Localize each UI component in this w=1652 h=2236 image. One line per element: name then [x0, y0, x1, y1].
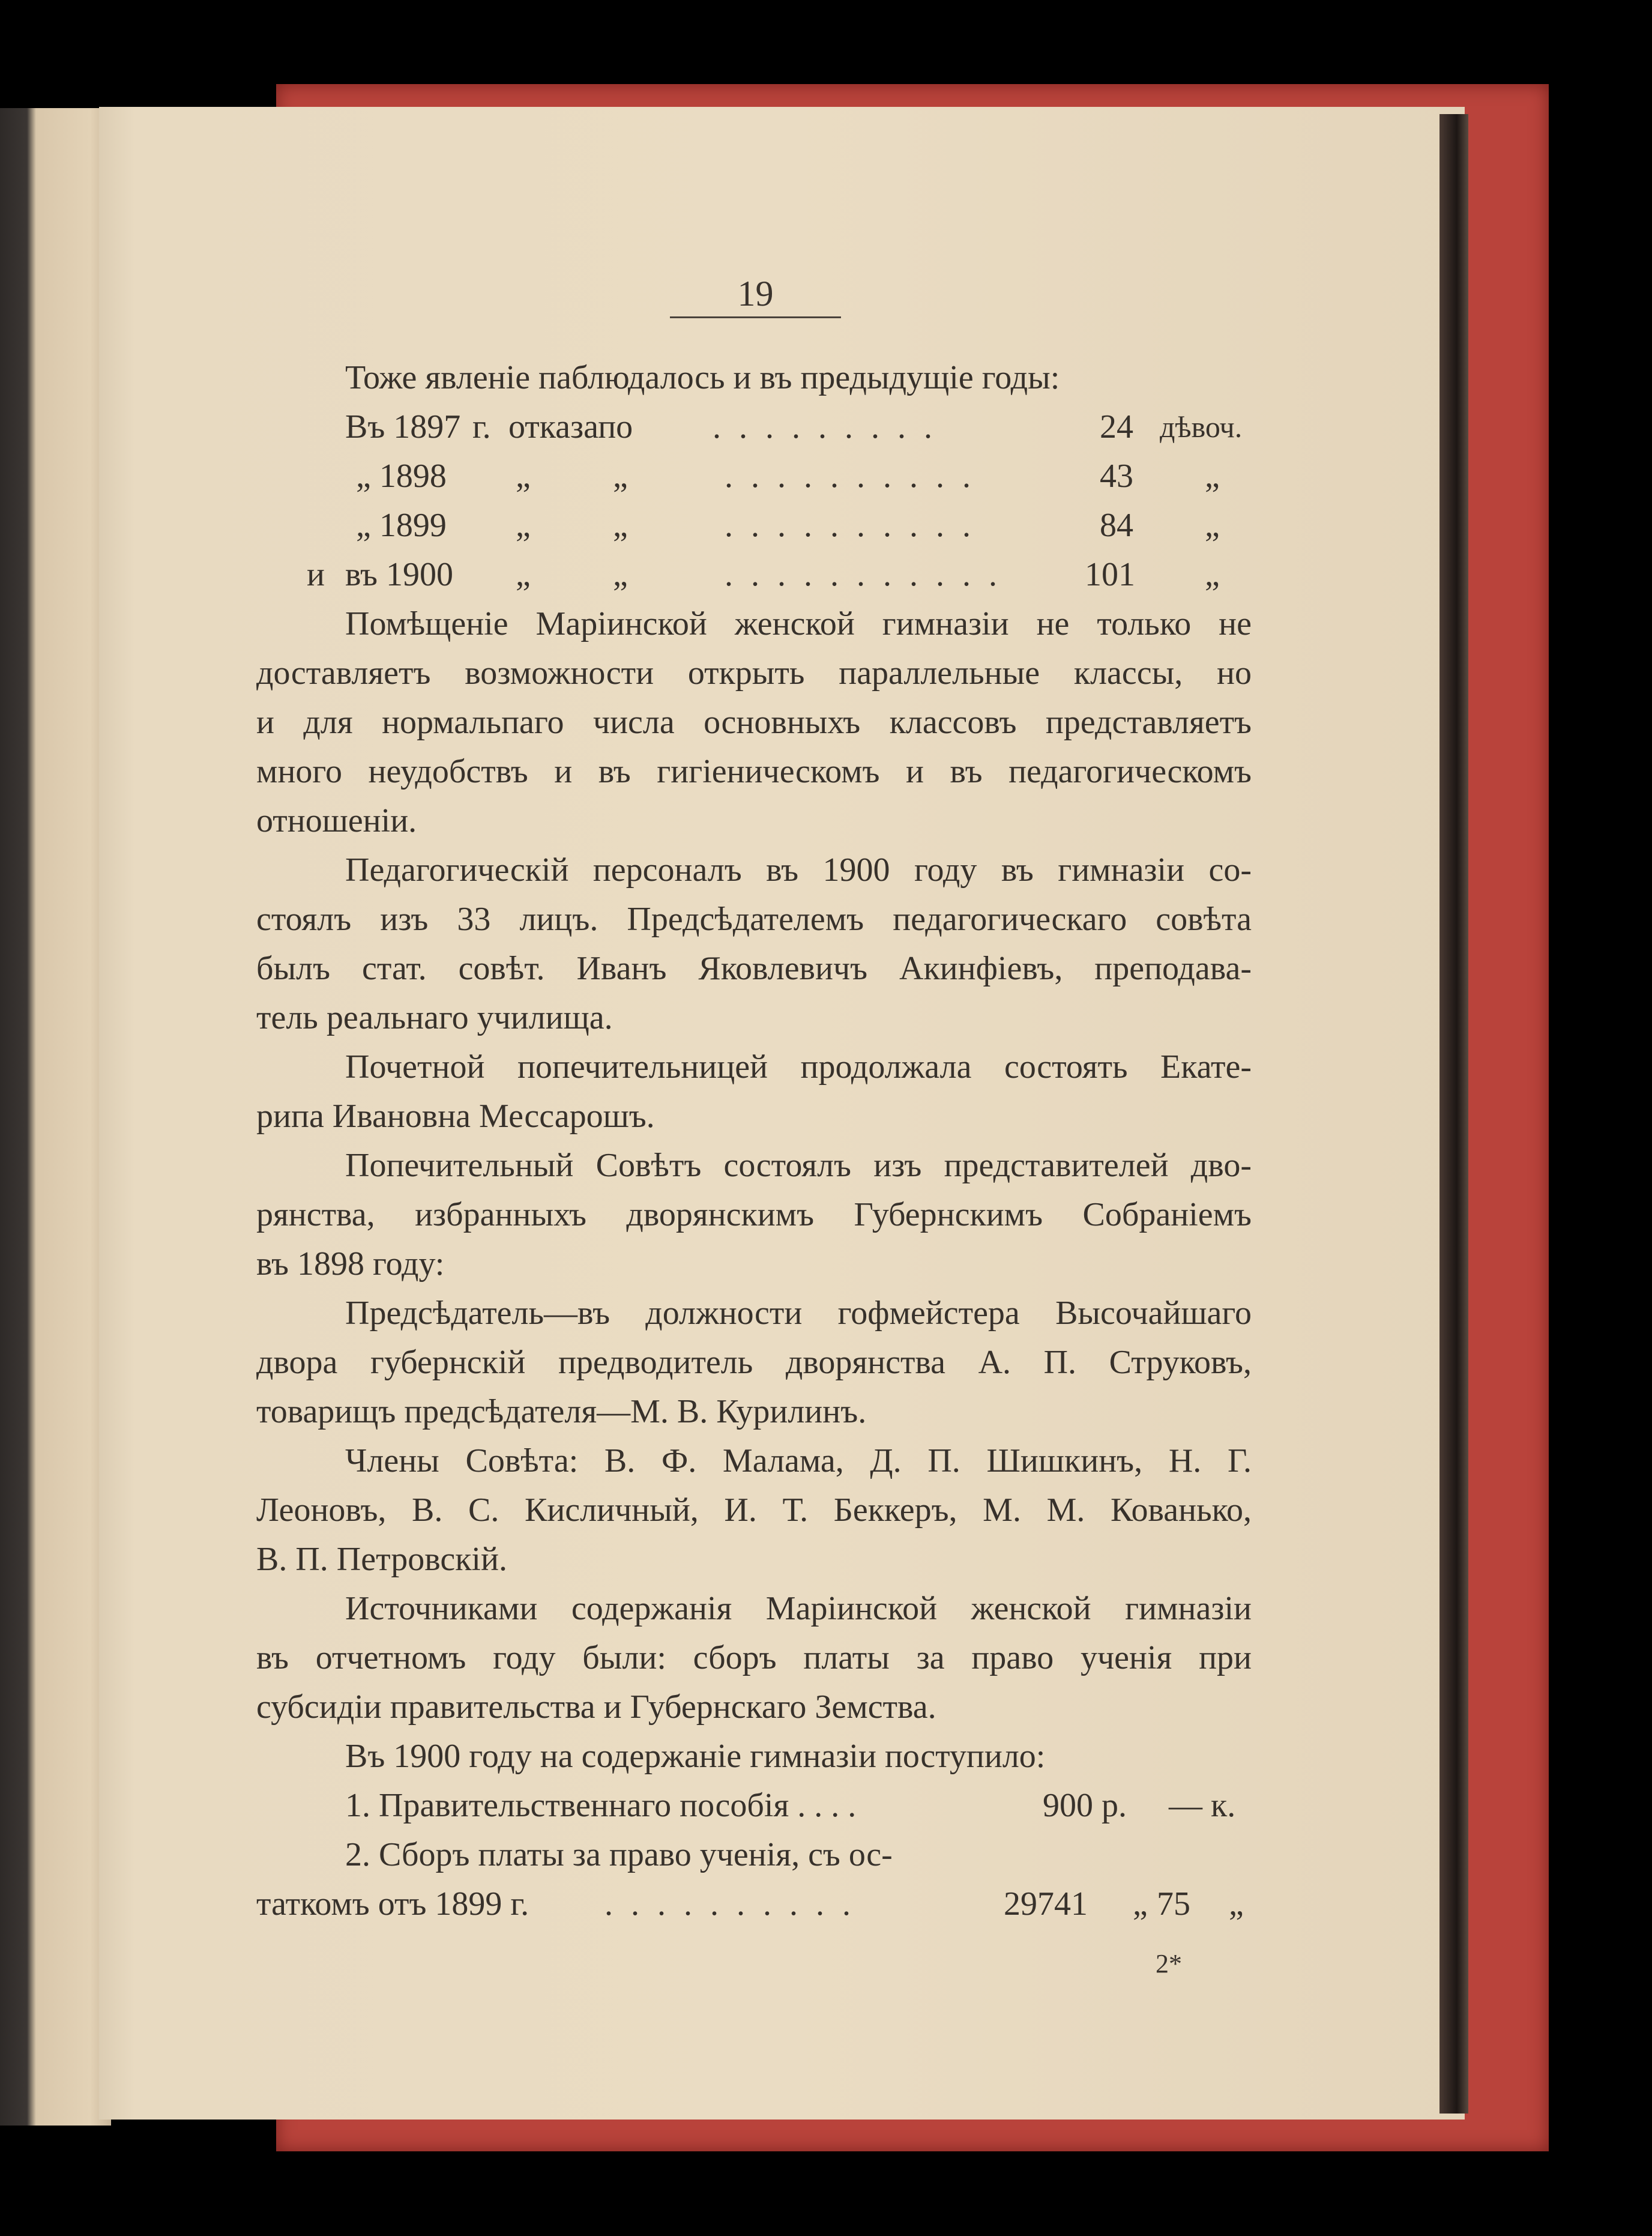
text-line: двора губернскій предводитель дворянства А. П. Струковъ, [256, 1344, 1252, 1381]
refusal-row [256, 501, 1252, 550]
text-line: субсидіи правительства и Губернскаго Земства. [256, 1688, 936, 1726]
col1: „ [516, 556, 531, 593]
count: 101 [1085, 556, 1135, 593]
income-item-1 [256, 1781, 1252, 1830]
text-line: доставляетъ возможности открыть параллельные классы, но [256, 654, 1252, 692]
ditto-mark: „ [1133, 1885, 1148, 1923]
refusals-intro: Тоже явленіе паблюдалось и въ предыдущіе годы: [345, 359, 1060, 396]
income-item-2-line2 [256, 1879, 1252, 1929]
dot-leader: . . . . . . . . . . [725, 458, 975, 495]
text-line: рянства, избранныхъ дворянскимъ Губернскимъ Собраніемъ [256, 1196, 1252, 1233]
count: 84 [1100, 507, 1133, 544]
refusal-row [256, 452, 1252, 501]
text-line: много неудобствъ и въ гигіеническомъ и въ педагогическомъ [256, 753, 1252, 790]
text-line: былъ стат. совѣт. Иванъ Яковлевичъ Акинфіевъ, преподава- [256, 950, 1252, 987]
col1: „ [516, 458, 531, 495]
income-item-2-line1: 2. Сборъ платы за право ученія, съ ос- [345, 1836, 893, 1873]
text-line: Попечительный Совѣтъ состоялъ изъ представителей дво- [345, 1147, 1252, 1184]
year: „ 1898 [356, 458, 447, 495]
refusal-row [256, 402, 1252, 452]
text-line: Предсѣдатель—въ должности гофмейстера Высочайшаго [345, 1295, 1252, 1332]
unit: дѣвоч. [1160, 410, 1243, 444]
text-line: Педагогическій персоналъ въ 1900 году въ гимназіи со- [345, 851, 1252, 889]
income-rubles: 29741 [1004, 1885, 1088, 1923]
income-rubles: 900 р. [1043, 1787, 1127, 1824]
count: 24 [1100, 408, 1133, 446]
text-line: Члены Совѣта: В. Ф. Малама, Д. П. Шишкинъ, Н. Г. [345, 1442, 1252, 1479]
income-label: 1. Правительственнаго пособія . . . . [345, 1787, 857, 1824]
unit: „ [1205, 507, 1220, 544]
text-line: и для нормальпаго числа основныхъ классовъ представляетъ [256, 704, 1252, 741]
year: Въ 1897 [345, 408, 461, 446]
text-line: товарищъ предсѣдателя—М. В. Курилинъ. [256, 1393, 867, 1430]
text-line: стоялъ изъ 33 лицъ. Предсѣдателемъ педагогическаго совѣта [256, 901, 1252, 938]
year: „ 1899 [356, 507, 447, 544]
text-line: отношеніи. [256, 802, 417, 839]
text-line: тель реальнаго училища. [256, 999, 613, 1036]
unit: „ [1205, 458, 1220, 495]
col1: г. [472, 408, 491, 446]
text-line: въ 1898 году: [256, 1245, 445, 1283]
col2: „ [613, 556, 628, 593]
ditto-mark: „ [1229, 1885, 1244, 1923]
dot-leader: . . . . . . . . . . [604, 1885, 855, 1923]
dot-leader: . . . . . . . . . . . [725, 556, 1002, 593]
text-line: Почетной попечительницей продолжала состоять Екате- [345, 1048, 1252, 1086]
signature-mark: 2* [1156, 1949, 1182, 1978]
col2: „ [613, 458, 628, 495]
previous-page-edge [0, 108, 111, 2126]
income-kopecks: 75 [1157, 1885, 1190, 1923]
text-line: въ отчетномъ году были: сборъ платы за право ученія при [256, 1639, 1252, 1676]
count: 43 [1100, 458, 1133, 495]
year: въ 1900 [345, 556, 454, 593]
col1: „ [516, 507, 531, 544]
unit: „ [1205, 556, 1220, 593]
page-text [256, 353, 1252, 1929]
dot-leader: . . . . . . . . . [713, 408, 937, 446]
refusal-row [256, 550, 1252, 599]
col2: „ [613, 507, 628, 544]
text-line: рипа Ивановна Мессарошъ. [256, 1098, 655, 1135]
dot-leader: . . . . . . . . . . [725, 507, 975, 544]
text-line: В. П. Петровскій. [256, 1541, 507, 1578]
page-number-rule [670, 316, 841, 318]
page-edges [1439, 114, 1468, 2114]
text-line: Источниками содержанія Маріинской женской гимназіи [345, 1590, 1252, 1627]
text-line: Помѣщеніе Маріинской женской гимназіи не только не [345, 605, 1252, 642]
income-kopecks: — к. [1169, 1787, 1236, 1824]
income-intro: Въ 1900 году на содержаніе гимназіи поступило: [345, 1738, 1046, 1775]
prefix: и [307, 556, 325, 593]
col2: отказапо [508, 408, 633, 446]
text-line: Леоновъ, В. С. Кисличный, И. Т. Беккеръ, М. М. Кованько, [256, 1491, 1252, 1529]
income-label: таткомъ отъ 1899 г. [256, 1885, 529, 1923]
page-number: 19 [737, 274, 774, 313]
